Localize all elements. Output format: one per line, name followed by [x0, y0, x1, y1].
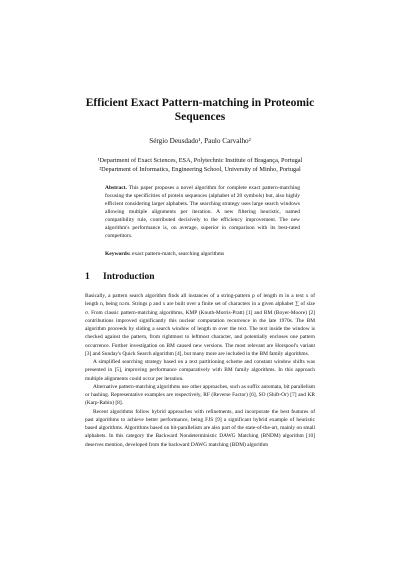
affiliations: [60, 156, 340, 174]
keywords: [105, 250, 300, 258]
affiliation-1: ¹Department of Exact Sciences, ESA, Polytechnic Institute of Bragança, Portugal: [97, 157, 303, 164]
paper-title: Efficient Exact Pattern-matching in Proteomic Sequences: [85, 97, 315, 123]
paragraph: Recent algorithms follow hybrid approaches with refinements, and incorporate the best features of past algorithms to achieve better performance, being FJS [9] a significant hybrid example of heuristic based algorithms. Algorithms based on bit-parallelism are also part of the state-of-the-art, mainly on small alphabets. In this category the Backward Nondeterministic DAWG Matching (BNDM) algorithm [10] deserves mention, developed from the backward DAWG matching (BDM) algorithm: [85, 408, 315, 448]
abstract: [105, 185, 300, 241]
abstract-label: Abstract.: [105, 185, 127, 191]
paragraph: Basically, a pattern search algorithm finds all instances of a string-pattern p of length m in a text x of length n, being n≥m. Strings p and x are built over a finite set of characters in a given alphabet ∑ of size σ. From classic pattern-matching algorithms, KMP (Knuth-Morris-Pratt) [1] and BM (Boyer-Moore) [2] contributions improved significantly this nuclear computation recurrence in the late 1970s. The BM algorithm proceeds by sliding a search window of length m over the text. The text inside the window is checked against the pattern, from rightmost to leftmost character, and potentially encloses one pattern occurrence. Further investigation on BM caused new versions. The most relevant are Horspool's variant [3] and Sunday's Quick Search algorithm [4], but many more are included in the BM family algorithms.: [85, 293, 315, 357]
paragraph: Alternative pattern-matching algorithms use other approaches, such as suffix automata, bit parallelism or hashing. Representative examples are respectively, RF (Reverse Factor) [6], SO (Shift-Or) [7] and KR (Karp-Rabin) [8].: [85, 383, 315, 407]
affiliation-2: ²Department of Informatics, Engineering School, University of Minho, Portugal: [99, 166, 301, 174]
section-title: Introduction: [103, 272, 155, 282]
keywords-text: exact pattern-match, searching algorithms: [132, 251, 225, 257]
section-number: 1: [85, 272, 90, 282]
body-text: [85, 292, 315, 449]
author-list: Sérgio Deusdado¹, Paulo Carvalho²: [149, 137, 251, 145]
keywords-label: Keywords:: [105, 251, 131, 257]
section-heading: [85, 271, 315, 283]
paragraph: A simplified searching strategy based on a text partitioning scheme and constant window shifts was presented in [5], improving performance comparatively with BM family algorithms. In this approach multiple alignments could occur per iteration.: [85, 359, 315, 382]
abstract-text: This paper proposes a novel algorithm for complete exact pattern-matching focusing the specificities of protein sequences (alphabet of 20 symbols) but, also highly efficient considering larger alphabets. The searching strategy uses large search windows allowing multiple alignments per iteration. A new filtering heuristic, named compatibility rule, contributed decisively to the efficiency improvement. The new algorithm's performance is, on average, superior in comparison with its best-rated competitors.: [105, 185, 300, 239]
